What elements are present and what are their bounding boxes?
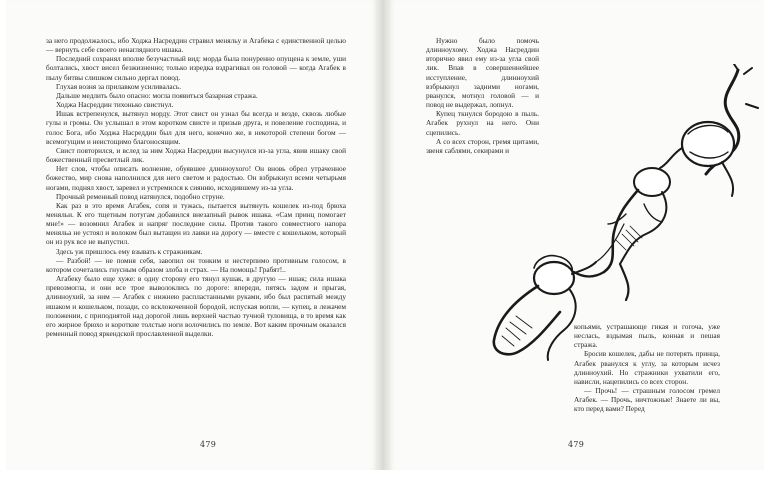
paragraph: Свист повторился, и вслед за ним Ходжа Насреддин высунулся из-за угла, явив ишаку свой божественный пресветлый лик. <box>46 145 346 165</box>
paragraph: Прочный ременный повод натянулся, подобно струне. <box>56 191 225 201</box>
book-gutter <box>378 0 388 470</box>
paragraph: копьями, устрашающе гикая и гогоча, уже неслась, вздымая пыль, конная и пешая стража. <box>574 322 720 350</box>
paragraph: Агабеку было еще хуже: в одну сторону его тянул кушак, в другую — ишак; сила ишака превозмогла, и они все трое выволоклись по дороге: впереди, пятясь задом и прыгая, длинноухий, за ним — Агабек с нижнею распластанными руками, ибо был распятый между ишаком и кошельком, позади, со всклокоченной бородой, испуская вопли, — купец, в лежачем положении, с приподнятой над дорогой лишь верхней частью тучной туловища, в то время как его жирное брюхо и короткие толстые ноги волочились по земле. Вот каким прочным оказался ременный повод яркендской прославленной выделки. <box>46 274 346 338</box>
paragraph: Дальше медлить было опасно: могла появиться базарная стража. <box>56 90 258 100</box>
page-number-right: 479 <box>568 440 585 449</box>
paragraph: Как раз в это время Агабек, сопя и тужась, пытается вытянуть кошелек из-под брюха меняльи. К его тщетным потугам добавился внезапный рывок ишака. «Сам принц помогает мне!» — возомнил Агабек и напряг последние силы. Против такого совместного напора меняльа не устоял и волоком был вытащен из лавки на дорогу — вместе с кошельком, который он из рук все не выпустил. <box>46 200 346 247</box>
paragraph: — Прочь! — страшным голосом гремел Агабек. — Прочь, ничтожные! Знаете ли вы, кто перед вами? Перед <box>574 386 720 414</box>
left-text-column <box>46 36 346 338</box>
paragraph: Здесь уж пришлось ему взывать к стражникам. <box>56 246 203 256</box>
paragraph: Последний сохранял вполне безучастный вид: морда была понуренно опущена к земле, уши болтались, хвост висел безжизненно; только изредка вздрагивал он головой — когда Агабек в пылу битвы слишком сильно дергал повод. <box>46 54 346 82</box>
paragraph: Ишак встрепенулся, вытянул морду. Этот свист он узнал бы всегда и везде, сквозь любые гулы и громы. Он услышал в этом коротком свисте и призыв друга, и повеление господина, и голос Бога, ибо Ходжа Насреддин был для него, конечно же, в некоторой степени богом — всемогущим и неистощимо благоносящим. <box>46 109 346 146</box>
paragraph: Нужно было помочь длинноухому. Ходжа Насреддин вторично явил ему из-за угла свой лик. Впав в совершеннейшее исступление, длинноухий взбрыкнул задними ногами, рванулся, мотнул головой — и повод не выдержал, лопнул. <box>426 36 539 110</box>
paragraph: А со всех сторон, гремя щитами, звеня саблями, секирами и <box>426 136 539 155</box>
paragraph: Ходжа Насреддин тихонько свистнул. <box>56 100 174 110</box>
right-text-column-bottom <box>574 322 720 414</box>
paragraph: Купец ткнулся бородою в пыль. Агабек рухнул на него. Они сцепились. <box>426 109 539 137</box>
paragraph: — Разбой! — не помня себя, завопил он тонким и нестерпимо противным голосом, в котором сочетались гнусным образом злоба и страх. — На помощь! Грабят!.. <box>46 255 346 274</box>
page-number-left: 479 <box>200 440 217 449</box>
paragraph: Нет слов, чтобы описать волнение, обуявшее длинноухого! Он вновь обрел утраченное божество, мир снова наполнился для него светом и радостью. Он взбрыкнул всеми четырьмя ногами, поднял хвост, заревел и устремился к сиянию, исходившему из-за угла. <box>46 164 346 192</box>
paragraph: Глухая возня за прилавком усиливалась. <box>56 81 182 91</box>
ink-illustration-icon <box>476 64 768 364</box>
paragraph: за него продолжалось, ибо Ходжа Насреддин стравил меняльу и Агабека с единственной целью — вернуть себе своего ненаглядного ишака. <box>46 36 346 55</box>
paragraph: Бросив кошелек, дабы не потерять принца, Агабек рванулся к углу, за которым исчез длинноухий. Но стражники ухватили его, нависли, нацепились со всех сторон. <box>574 349 720 386</box>
